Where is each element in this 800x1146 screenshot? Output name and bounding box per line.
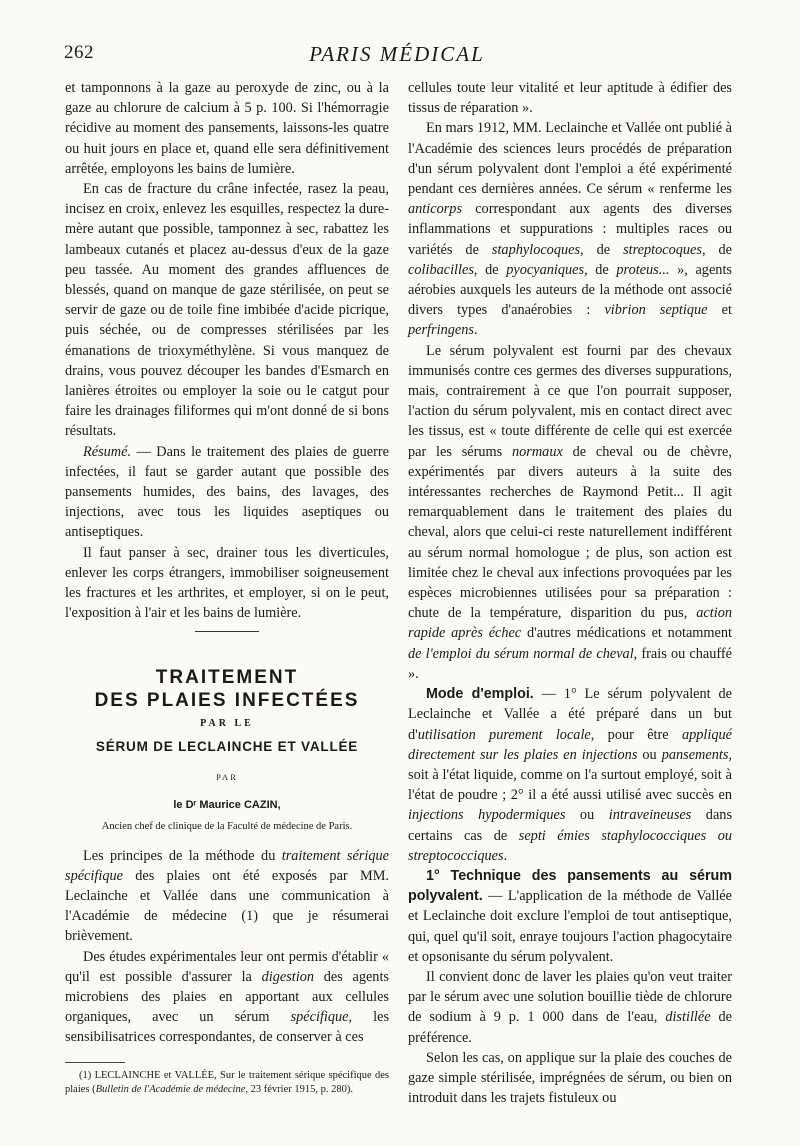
- page-number: 262: [64, 42, 94, 63]
- article-title-block: [65, 666, 389, 837]
- title-par: PAR LE: [200, 718, 254, 730]
- paragraph: Le sérum polyvalent est fourni par des chevaux immunisés contre ces germes des diverses suppurations, mais, contrairement à ce que l'on pourrait supposer, l'action du sérum polyvalent, mis en contact direct avec les tissus, est « toute différente de celle qui est exercée par les sérums normaux de cheval ou de chèvre, expérimentés par divers auteurs à la suite des intéressantes recherches de Raymond Petit... Il agit remarquablement dans le traitement des plaies du cheval, alors que celui-ci reste naturellement indifférent au sérum normal homologue ; de plus, son action est limitée chez le cheval aux infections provoquées par les espèces microbiennes utilisées pour sa préparation : chute de la température, disparition du pus, action rapide après échec d'autres médications et notamment de l'emploi du sérum normal de cheval, frais ou chauffé ».: [408, 342, 733, 682]
- paragraph: Des études expérimentales leur ont permis d'établir « qu'il est possible d'assurer la digestion des agents microbiens des plaies en apportant aux cellules organiques, avec un sérum spécifique, les sensibilisatrices correspondantes, de conserver à ces: [65, 948, 390, 1046]
- paragraph: En mars 1912, MM. Leclainche et Vallée ont publié à l'Académie des sciences leurs procédés de préparation d'un sérum polyvalent dont l'emploi a été expérimenté pendant ces dernières années. Ce sérum « renferme les anticorps correspondant aux agents des diverses inflammations et suppurations : multiples races ou variétés de staphylocoques, de streptocoques, de colibacilles, de pyocyaniques, de proteus... », agents aérobies auxquels les auteurs de la méthode ont associé divers types d'anaérobies : vibrion septique et perfringens.: [408, 120, 732, 339]
- footnote-divider: [65, 1062, 125, 1063]
- paragraph: Selon les cas, on applique sur la plaie des couches de gaze simple stérilisée, imprégnées de sérum, ou bien on introduit dans les trajets fistuleux ou: [408, 1049, 732, 1107]
- article-title-line-1: TRAITEMENT: [155, 667, 299, 689]
- section-heading-technique: 1° Technique des pansements au sérum polyvalent.: [408, 867, 732, 905]
- section-divider: [195, 631, 259, 632]
- paragraph: Il faut panser à sec, drainer tous les diverticules, enlever les corps étrangers, immobiliser soigneusement les fractures et les arthrites, et employer, si on le peut, l'exposition à l'air et les bains de lumière.: [65, 544, 389, 622]
- author-affiliation: Ancien chef de clinique de la Faculté de médecine de Paris.: [101, 821, 353, 833]
- author-par: PAR: [216, 771, 238, 782]
- paragraph: et tamponnons à la gaze au peroxyde de zinc, ou à la gaze au chlorure de calcium à 5 p. 100. Si l'hémorragie récidive au moment des pansements, laissons-les quatre ou huit jours en place et, quand elle sera définitivement arrêtée, employons les bains de lumière.: [65, 80, 389, 177]
- paragraph: En cas de fracture du crâne infectée, rasez la peau, incisez en croix, enlevez les esquilles, respectez la dure-mère autant que possible, tamponnez à sec, rabattez les lambeaux cutanés et placez au-dessus d'eux de la gaze peu tassée. Au moment des grandes affluences de blessés, quand on manque de gaze stérilisée, on peut se servir de gaze ou de toile fine imbibée d'acide picrique, puis séchée, ou de compresses stérilisées par les émanations de trioxyméthylène. Si vous manquez de drains, vous pouvez découper les bandes d'Esmarch en lanières étroites ou employer la soie ou le catgut pour faire les drainages filiformes qui m'ont donné de si bons résultats.: [65, 181, 389, 440]
- left-column: [65, 78, 389, 1097]
- author-name: le Dʳ Maurice CAZIN,: [173, 799, 281, 812]
- paragraph: Les principes de la méthode du traitement sérique spécifique des plaies ont été exposés par MM. Leclainche et Vallée dans une communication à l'Académie de médecine (1) que je résumerai brièvement.: [65, 847, 389, 945]
- section-heading-mode-emploi: Mode d'emploi.: [426, 686, 534, 703]
- journal-title: PARIS MÉDICAL: [309, 42, 485, 66]
- article-subtitle: SÉRUM DE LECLAINCHE ET VALLÉE: [95, 738, 359, 754]
- paragraph: cellules toute leur vitalité et leur aptitude à édifier des tissus de réparation ».: [408, 80, 732, 117]
- paragraph-technique: 1° Technique des pansements au sérum polyvalent. — L'application de la méthode de Vallée et Leclainche doit exclure l'emploi de tout antiseptique, qui, quel qu'il soit, enraye toujours l'action phagocytaire et opsonisante du sérum polyvalent.: [408, 867, 732, 965]
- paragraph-resume: Résumé. — Dans le traitement des plaies de guerre infectées, il faut se garder autant que possible des pansements humides, des bains, des lavages, des injections, avec tous les liquides aseptiques ou antiseptiques.: [65, 443, 389, 541]
- page-header: [64, 42, 730, 68]
- article-title-line-2: DES PLAIES INFECTÉES: [94, 690, 360, 712]
- resume-label: Résumé.: [83, 443, 132, 460]
- paragraph-mode-emploi: Mode d'emploi. — 1° Le sérum polyvalent de Leclainche et Vallée a été préparé dans un but d'utilisation purement locale, pour être appliqué directement sur les plaies en injections ou pansements, soit à l'état liquide, comme on l'a surtout employé, soit à l'état de poudre ; 2° il a été aussi utilisé avec succès en injections hypodermiques ou intraveineuses dans certains cas de septi émies staphylococciques ou streptococciques.: [408, 686, 733, 864]
- right-column: [408, 78, 732, 1108]
- paragraph: Il convient donc de laver les plaies qu'on veut traiter par le sérum avec une solution bouillie tiède de chlorure de sodium à 9 p. 1 000 dans de l'eau, distillée de préférence.: [408, 968, 732, 1046]
- footnote: (1) LECLAINCHE et VALLÉE, Sur le traitement sérique spécifique des plaies (Bulletin de l'Académie de médecine, 23 février 1915, p. 280).: [65, 1069, 389, 1095]
